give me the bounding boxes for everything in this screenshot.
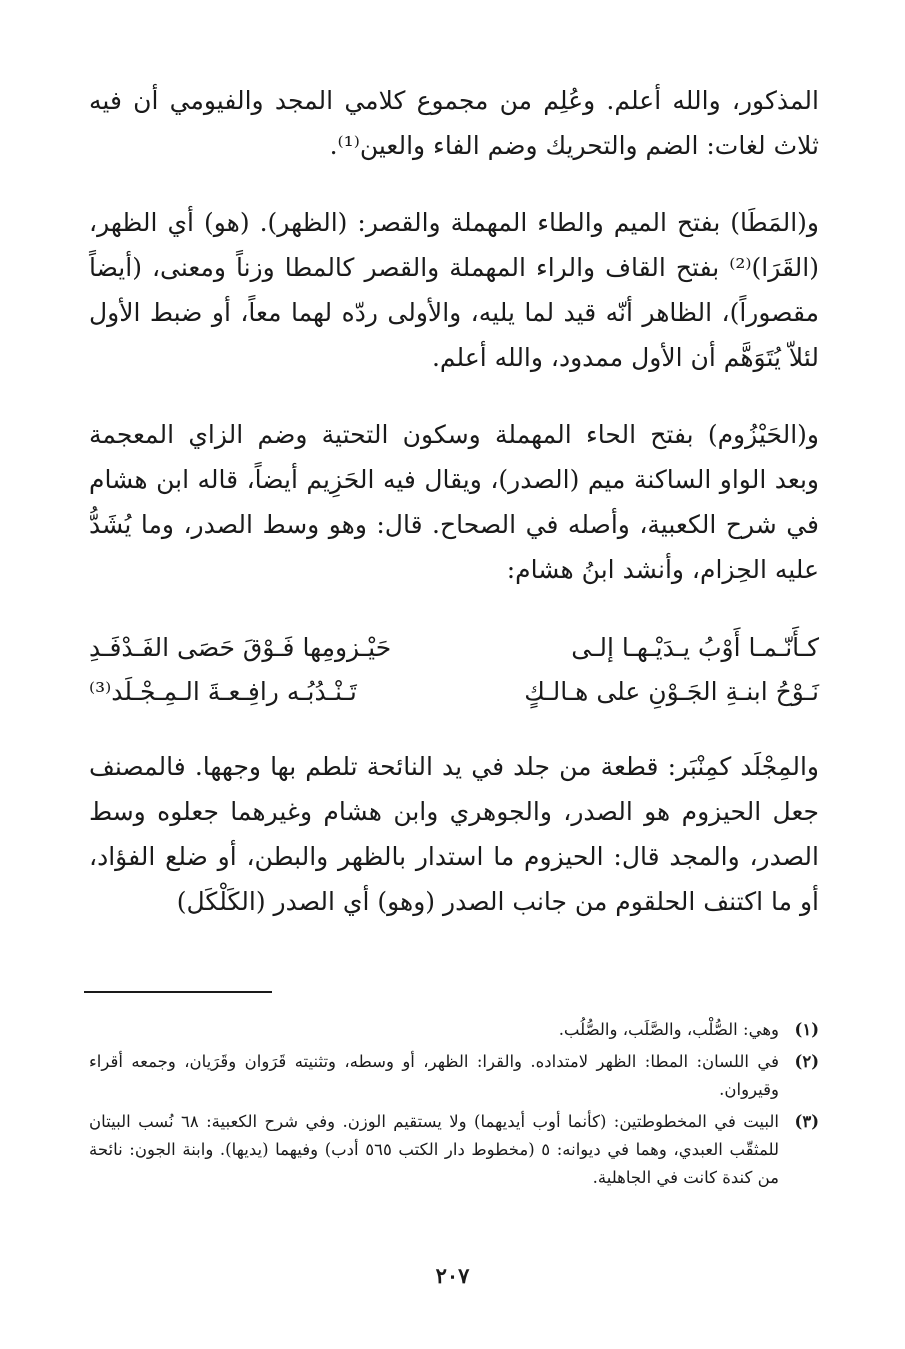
- poetry-verse: [89, 626, 819, 714]
- footnote-number: (٣): [794, 1112, 819, 1131]
- footnote-text: البيت في المخطوطتين: (كأنما أوب أيديهما) ولا يستقيم الوزن. وفي شرح الكعبية: ٦٨ نُسب البيتان للمثقّب العبدي، وهما في ديوانه: ٥ (مخطوط دار الكتب ٥٦٥ أدب) وفيهما (يديها). وابنة الجون: نائحة من كندة كانت في الجاهلية.: [89, 1112, 780, 1187]
- footnote-text: وهي: الصُّلْب، والصَّلَب، والصُّلُب.: [558, 1020, 779, 1039]
- footnote-number: (٢): [794, 1052, 819, 1071]
- footnote-1: [89, 1016, 819, 1044]
- verse-line-2-second-hemistich: تَـنْـدُبُـه رافِـعـةَ الـمِـجْـلَد⁽³⁾: [89, 677, 357, 706]
- footnote-3: [89, 1108, 819, 1192]
- footnote-2: [89, 1048, 819, 1104]
- paragraph-1: المذكور، والله أعلم. وعُلِم من مجموع كلامي المجد والفيومي أن فيه ثلاث لغات: الضم والتحريك وضم الفاء والعين⁽¹⁾.: [89, 86, 819, 160]
- footnote-text: في اللسان: المطا: الظهر لامتداده. والقرا: الظهر، أو وسطه، وتثنيته قَرَوان وقَرَيان، وجمعه أقراء وقيروان.: [89, 1052, 779, 1099]
- verse-line-1-first-hemistich: كـأَنّـمـا أَوْبُ يـدَيْـهـا إلـى: [571, 633, 819, 662]
- footnote-number: (١): [794, 1020, 819, 1039]
- footnote-divider: [84, 991, 272, 993]
- paragraph-3: و(الحَيْزُوم) بفتح الحاء المهملة وسكون التحتية وضم الزاي المعجمة وبعد الواو الساكنة ميم (الصدر)، ويقال فيه الحَزِيم أيضاً، قاله ابن هشام في شرح الكعبية، وأصله في الصحاح. قال: وهو وسط الصدر، وما يُشَدُّ عليه الحِزام، وأنشد ابنُ هشام:: [89, 420, 819, 584]
- page-number: ٢٠٧: [435, 1263, 470, 1288]
- verse-line-2-first-hemistich: نَـوْحُ ابنـةِ الجَـوْنِ على هـالـكٍ: [524, 677, 819, 706]
- verse-line-1: [89, 626, 819, 670]
- verse-line-2: [89, 670, 819, 714]
- verse-line-1-second-hemistich: حَيْـزومِها فَـوْقَ حَصَى الفَـدْفَـدِ: [89, 633, 392, 662]
- footnotes: [89, 1016, 819, 1196]
- paragraph-4: والمِجْلَد كمِنْبَر: قطعة من جلد في يد النائحة تلطم بها وجهها. فالمصنف جعل الحيزوم هو الصدر، والجوهري وابن هشام وغيرهما جعلوه وسط الصدر، والمجد قال: الحيزوم ما استدار بالظهر والبطن، أو ضلع الفؤاد، أو ما اكتنف الحلقوم من جانب الصدر (وهو) أي الصدر (الكَلْكَل): [89, 752, 819, 916]
- main-text: [89, 78, 819, 924]
- paragraph-2: و(المَطَا) بفتح الميم والطاء المهملة والقصر: (الظهر). (هو) أي الظهر، (القَرَا)⁽²⁾ بفتح القاف والراء المهملة والقصر كالمطا وزناً ومعنى، (أيضاً مقصوراً)، الظاهر أنّه قيد لما يليه، والأولى ردّه لهما معاً، أو ضبط الأول لئلاّ يُتَوَهَّم أن الأول ممدود، والله أعلم.: [89, 208, 819, 372]
